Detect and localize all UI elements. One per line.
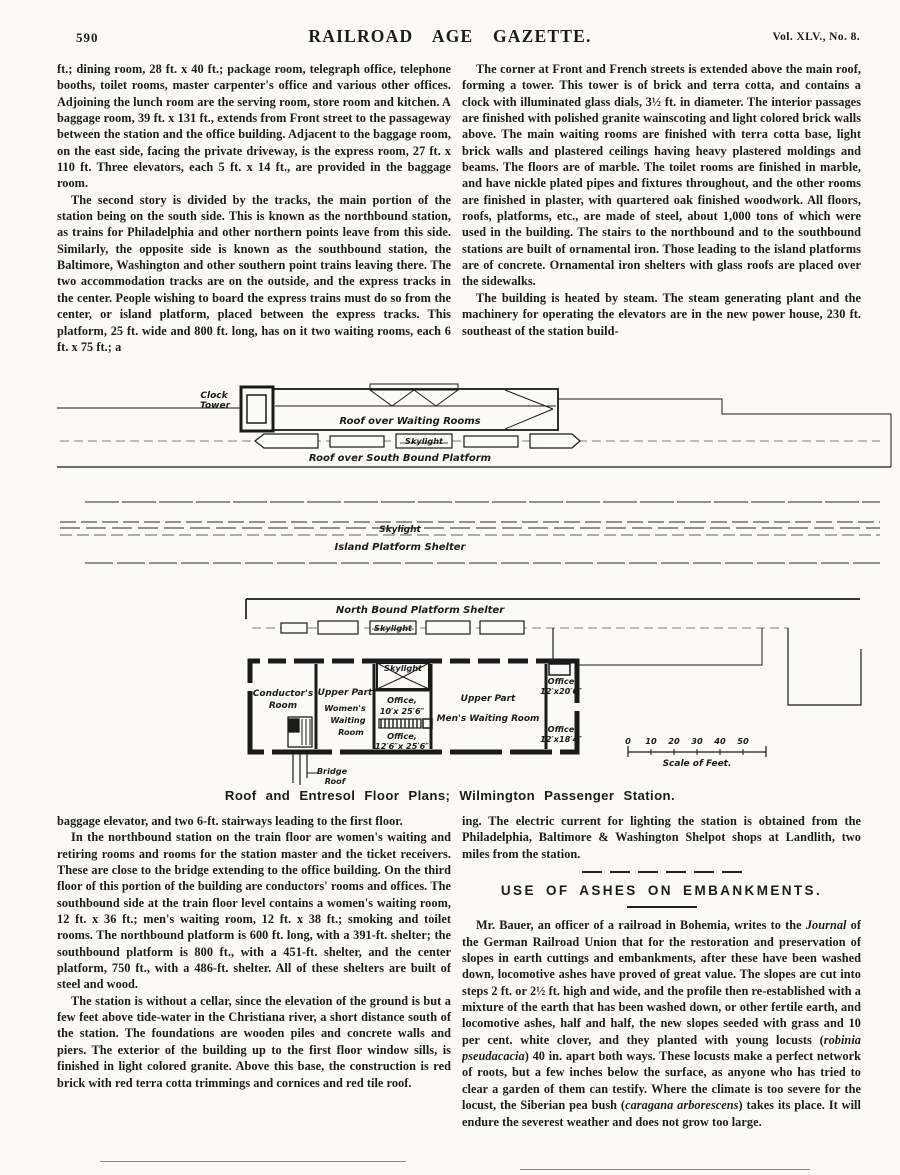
svg-text:Women's: Women's xyxy=(324,703,366,713)
roof-waiting-rooms-label: Roof over Waiting Rooms xyxy=(339,416,481,427)
scale-bar xyxy=(628,746,766,757)
scale-tick: 0 xyxy=(625,736,631,746)
svg-text:Men's Waiting Room: Men's Waiting Room xyxy=(436,714,540,724)
womens-waiting-room-label: Upper Part xyxy=(317,688,373,698)
office-b-label: Office, xyxy=(387,731,417,741)
svg-text:Roof: Roof xyxy=(324,776,346,785)
office-a-label: Office, xyxy=(387,695,417,705)
end-rule-left xyxy=(100,1161,406,1162)
svg-text:12′x20′6″: 12′x20′6″ xyxy=(540,686,582,696)
office-d-label: Office xyxy=(547,724,575,734)
svg-text:12′6″x 25′6″: 12′6″x 25′6″ xyxy=(375,741,429,751)
skylight-north-label: Skylight xyxy=(374,623,412,633)
island-platform-shelter-label: Island Platform Shelter xyxy=(334,542,466,553)
heading-underline xyxy=(627,906,697,908)
paragraph-foundations: The station is without a cellar, since the elevation of the ground is but a few feet above tide-water in the Christiana river, a short distance south of the station. The foundations are wooden piles and concrete walls and piers. The exterior of the building up to the first floor window sills, is finished in light colored granite. Above this base, the construction is red brick with red terra cotta trimmings and cornices and red tile roof. xyxy=(57,993,451,1090)
paragraph-ashes xyxy=(462,917,861,1129)
text-run: of the German Railroad Union that for the restoration and preservation of slopes in earth cuttings and embankments, after these have been washed down, locomotive ashes have proved of great value. The slopes are cut into steps 2 ft. or 2½ ft. high and wide, and the profile then re-established with a mixture of the earth that has been washed down, or other fertile earth, and locomotive ashes, half and half, the new slopes seeded with grass and 10 per cent. white clover, and they planted with young locusts ( xyxy=(462,918,861,1047)
mens-waiting-room-label: Upper Part xyxy=(460,694,516,704)
figure-caption: Roof and Entresol Floor Plans; Wilmington Passenger Station. xyxy=(224,788,676,803)
clock-tower-plan xyxy=(241,387,273,431)
text-run: ) takes its place. It will endure the severest weather and does not grow too large. xyxy=(462,1098,861,1129)
page-number: 590 xyxy=(76,30,99,45)
bridge-roof-label: Bridge xyxy=(316,766,348,776)
right-column-bottom xyxy=(462,813,861,1173)
station-plan-drawing xyxy=(0,383,900,785)
island-platform-shelter-lines xyxy=(60,502,880,563)
svg-text:Room: Room xyxy=(268,701,298,711)
paragraph-electric-current: ing. The electric current for lighting the station is obtained from the Philadelphia, Baltimore & Washington Shelpot shops at Landlith, two miles from the station. xyxy=(462,814,861,861)
conductors-room-label: Conductor's xyxy=(252,689,314,699)
scale-of-feet-label: Scale of Feet. xyxy=(662,759,732,769)
svg-text:12′x18′4″: 12′x18′4″ xyxy=(540,734,582,744)
skylight-south-label: Skylight xyxy=(405,436,443,446)
svg-text:Room: Room xyxy=(338,727,364,737)
text-run: ) 40 in. apart both ways. These locusts make a perfect network of roots, but a few inches below the surface, as anyone who has tried to clear a garden of them can testify. Where the climate is too severe for the locust, the Siberian pea bush ( xyxy=(462,1049,861,1113)
ashes-article-heading: USE OF ASHES ON EMBANKMENTS. xyxy=(500,883,823,899)
office-c-label: Office xyxy=(547,676,575,686)
paragraph-dining-baggage: ft.; dining room, 28 ft. x 40 ft.; package room, telegraph office, telephone booths, toilet rooms, master carpenter's office and various other offices. Adjoining the lunch room are the serving room, store room and kitchen. A baggage room, 39 ft. x 131 ft., extends from Front street to the passageway between the station and the office building. Adjacent to the baggage room, on the east side, facing the private driveway, is the express room, 27 ft. x 110 ft. Three elevators, each 5 ft. x 14 ft., are provided in the baggage room. xyxy=(57,62,451,191)
italic-caragana: caragana arborescens xyxy=(625,1098,739,1113)
ticket-counter xyxy=(379,719,421,728)
clock-tower-label: Clock xyxy=(200,391,228,401)
skylight-island-label: Skylight xyxy=(379,525,421,535)
svg-text:Tower: Tower xyxy=(199,401,231,411)
left-column-top xyxy=(57,61,451,388)
section-divider xyxy=(582,871,742,873)
svg-text:30: 30 xyxy=(691,736,703,746)
issue-info: Vol. XLV., No. 8. xyxy=(772,31,860,43)
right-column-top xyxy=(462,61,861,388)
bridge-floor-lines xyxy=(293,752,318,785)
left-column-bottom xyxy=(57,813,451,1165)
svg-text:50: 50 xyxy=(737,736,749,746)
roof-south-bound-label: Roof over South Bound Platform xyxy=(308,453,492,464)
svg-text:Waiting: Waiting xyxy=(330,715,366,725)
journal-title: RAILROAD AGE GAZETTE. xyxy=(308,26,592,46)
paragraph-train-floor: In the northbound station on the train floor are women's waiting and retiring rooms and rooms for the station master and the ticket receivers. These are close to the bridge extending to the office building. On the third floor of this portion of the building are conductors' rooms and offices. The southbound side at the train floor level contains a women's waiting room, 12 ft. x 36 ft.; men's waiting room, 12 ft. x 38 ft.; smoking and toilet rooms. The northbound platform is 600 ft. long, with a 391-ft. shelter; the southbound platform is 800 ft., with a 451-ft. shelter, and the center platform, 750 ft., with a 486-ft. shelter. All of these shelters are built of steel and wood. xyxy=(57,830,451,992)
end-rule-right xyxy=(520,1169,810,1170)
svg-text:40: 40 xyxy=(714,736,726,746)
svg-text:10: 10 xyxy=(645,736,657,746)
svg-text:10′x 25′6″: 10′x 25′6″ xyxy=(379,706,425,716)
paragraph-tower-finishes: The corner at Front and French streets is extended above the main roof, forming a tower. This tower is of brick and terra cotta, and contains a clock with illuminated glass dials, 3½ ft. in diameter. The interior passages are finished with polished granite wainscoting and light colored brick walls above. The main waiting rooms are finished with terra cotta base, light brick walls and plastered ceilings having heavy plastered moldings and beams. The floors are of marble. The toilet rooms are finished in marble, and have nickle plated pipes and fixtures throughout, and the other rooms are finished in plaster, with quartered oak finished woodwork. All floors, roofs, platforms, etc., are made of steel, about 1,000 tons of which were used in the building. The stairs to the northbound and to the southbound stations are built of ornamental iron. Those leading to the island platforms are of concrete. Ornamental iron shelters with glass roofs are placed over the sidewalks. xyxy=(462,62,861,289)
italic-journal: Journal xyxy=(805,918,847,933)
paragraph-heating: The building is heated by steam. The steam generating plant and the machinery for operating the elevators are in the new power house, 230 ft. southeast of the station build- xyxy=(462,290,861,338)
north-bound-shelter-label: North Bound Platform Shelter xyxy=(335,605,505,616)
paragraph-baggage-elevator: baggage elevator, and two 6-ft. stairways leading to the first floor. xyxy=(57,814,403,828)
svg-text:20: 20 xyxy=(668,736,680,746)
text-run: Mr. Bauer, an officer of a railroad in Bohemia, writes to the xyxy=(476,918,806,933)
paragraph-second-story: The second story is divided by the tracks, the main portion of the station being on the south side. This is known as the northbound station, as trains for Philadelphia and other northern points leave from this side. Similarly, the opposite side is known as the southbound station, the Baltimore, Washington and other southern point trains leaving there. The two accommodation tracks are on the outside, and the express tracks in the center. People wishing to board the express trains must do so from the center, or island platform, placed between the express tracks. This platform, 25 ft. wide and 800 ft. long, has on it two waiting rooms, each 6 ft. x 75 ft.; a xyxy=(57,192,451,354)
italic-robinia: robinia pseudacacia xyxy=(462,1032,861,1064)
skylight-plan-label: Skylight xyxy=(384,663,422,673)
